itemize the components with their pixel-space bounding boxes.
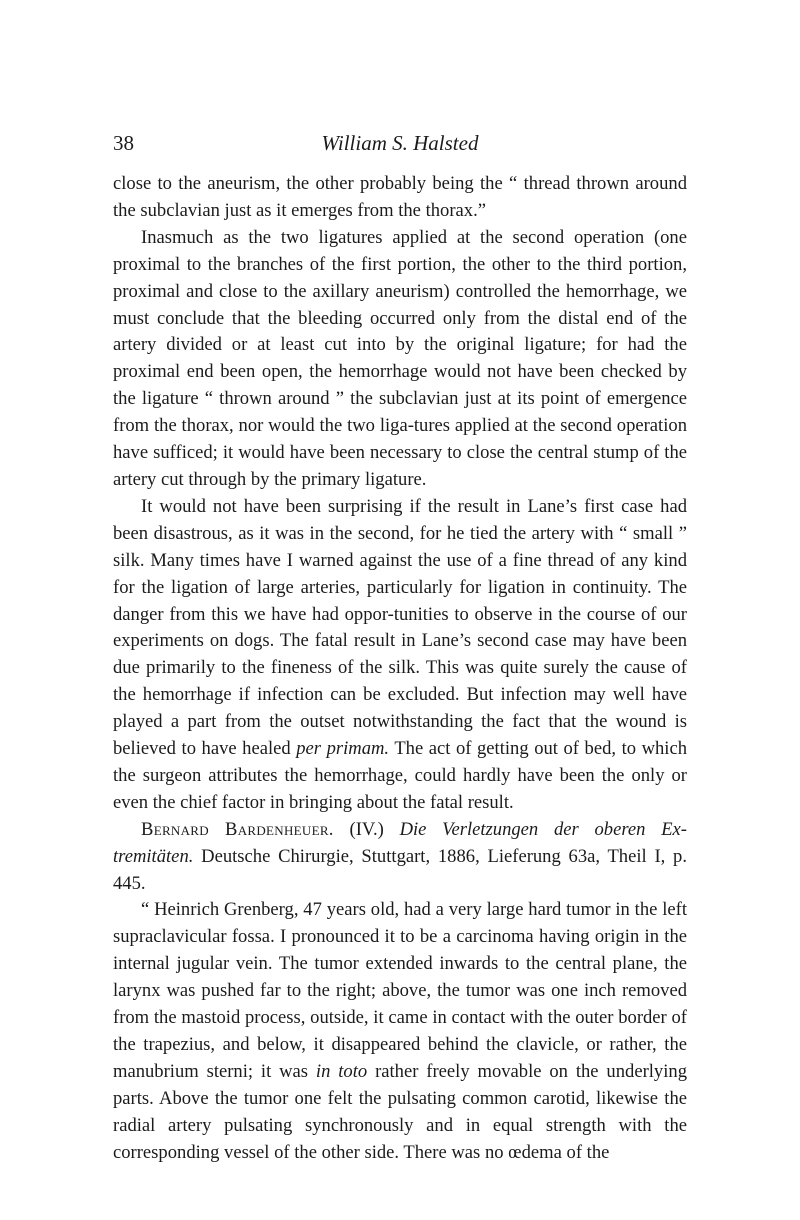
- page-header: [113, 131, 687, 161]
- running-title: William S. Halsted: [321, 131, 479, 155]
- citation-title: Die Verletzungen der oberen Ex-tremitäten.: [113, 818, 687, 867]
- citation-bardenheuer: [113, 817, 687, 898]
- case-quote-end: rather freely movable on the underlying parts. Above the tumor one felt the pulsating common carotid, likewise the radial artery pulsating synchronously and in equal strength with the corresponding vessel of the other side. There was no œdema of the: [113, 1060, 687, 1163]
- paragraph-lane-cases-text: It would not have been surprising if the result in Lane’s first case had been disastrous, as it was in the second, for he tied the artery with “ small ” silk. Many times have I warned against the use of a fine thread of any kind for the ligation of large arteries, particularly for ligation in continuity. The danger from this we have had oppor-tunities to observe in the course of our experiments on dogs. The fatal result in Lane’s second case may have been due primarily to the fineness of the silk. This was quite surely the cause of the hemorrhage if infection can be excluded. But infection may well have played a part from the outset notwithstanding the fact that the wound is believed to have healed: [113, 495, 687, 760]
- paragraph-case-quote: [113, 897, 687, 1166]
- citation-number: (IV.): [349, 818, 384, 840]
- citation-author: Bernard Bardenheuer.: [141, 818, 334, 840]
- paragraph-lane-cases: [113, 494, 687, 817]
- citation-source: Deutsche Chirurgie, Stuttgart, 1886, Lieferung 63a, Theil I, p. 445.: [113, 845, 687, 894]
- paragraph-lane-cases-end: The act of getting out of bed, to which the surgeon attributes the hemorrhage, could hardly have been the only or even the chief factor in bringing about the fatal result.: [113, 738, 688, 813]
- page-number: 38: [113, 131, 134, 155]
- case-quote-text: “ Heinrich Grenberg, 47 years old, had a very large hard tumor in the left supraclavicular fossa. I pronounced it to be a carcinoma having origin in the internal jugular vein. The tumor extended inwards to the central plane, the larynx was pushed far to the right; above, the tumor was one inch removed from the mastoid process, outside, it came in contact with the outer border of the trapezius, and below, it disappeared behind the clavicle, or rather, the manubrium sterni; it was: [113, 899, 687, 1082]
- paragraph-continuation: close to the aneurism, the other probably being the “ thread thrown around the subclavian just as it emerges from the thorax.”: [113, 173, 687, 221]
- latin-phrase-in-toto: in toto: [315, 1060, 368, 1082]
- paragraph-ligatures: Inasmuch as the two ligatures applied at the second operation (one proximal to the branches of the first portion, the other to the third portion, proximal and close to the axillary aneurism) controlled the hemorrhage, we must conclude that the bleeding occurred only from the distal end of the artery divided or at least cut into by the original ligature; for had the proximal end been open, the hemorrhage would not have been checked by the ligature “ thrown around ” the subclavian just at its point of emergence from the thorax, nor would the two liga-tures applied at the second operation have sufficed; it would have been necessary to close the central stump of the artery cut through by the primary ligature.: [113, 226, 687, 490]
- body-text: [113, 171, 687, 1167]
- latin-phrase: per primam.: [296, 738, 390, 760]
